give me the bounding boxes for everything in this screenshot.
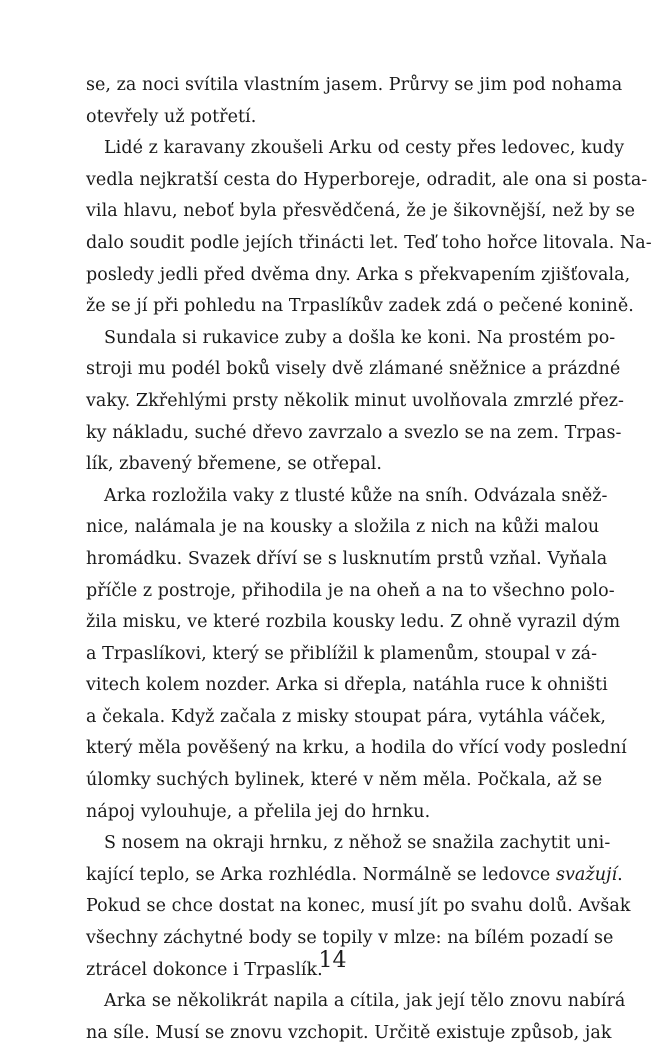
text-line: a čekala. Když začala z misky stoupat pára, vytáhla váček,	[86, 706, 607, 727]
body-text	[86, 70, 652, 1049]
text-line: úlomky suchých bylinek, které v něm měla. Počkala, až se	[86, 770, 603, 791]
text-line: Arka rozložila vaky z tlusté kůže na sníh. Odvázala sněž-	[104, 485, 608, 506]
text-line: hromádku. Svazek dříví se s lusknutím prstů vzňal. Vyňala	[86, 548, 608, 569]
text-line: kající teplo, se Arka rozhlédla. Normálně se ledovce svažují.	[86, 864, 623, 885]
text-line: stroji mu podél boků visely dvě zlámané sněžnice a prázdné	[86, 359, 621, 380]
text-line: se, za noci svítila vlastním jasem. Průrvy se jim pod nohama	[86, 75, 623, 95]
text-line: vila hlavu, neboť byla přesvědčená, že je šikovnější, než by se	[86, 201, 636, 222]
paragraph	[86, 481, 627, 829]
text-line: všechny záchytné body se topily v mlze: na bílém pozadí se	[86, 928, 614, 949]
paragraph	[86, 70, 623, 133]
text-line: že se jí při pohledu na Trpaslíkův zadek zdá o pečené konině.	[86, 296, 634, 317]
paragraph	[86, 323, 625, 481]
text-line: vedla nejkratší cesta do Hyperboreje, odradit, ale ona si posta-	[86, 169, 648, 190]
text-line: na síle. Musí se znovu vzchopit. Určitě existuje způsob, jak	[86, 1022, 612, 1043]
text-line: nice, nalámala je na kousky a složila z nich na kůži malou	[86, 517, 600, 538]
text-line: otevřely už potřetí.	[86, 106, 257, 127]
text-line: nápoj vylouhuje, a přelila jej do hrnku.	[86, 801, 431, 822]
text-line: Lidé z karavany zkoušeli Arku od cesty přes ledovec, kudy	[104, 138, 625, 159]
page-number: 14	[318, 948, 347, 973]
text-line: žila misku, ve které rozbila kousky ledu. Z ohně vyrazil dým	[86, 612, 621, 633]
text-line: a Trpaslíkovi, který se přiblížil k plamenům, stoupal v zá-	[86, 643, 598, 664]
text-line: lík, zbavený břemene, se otřepal.	[86, 454, 383, 475]
text-line: S nosem na okraji hrnku, z něhož se snažila zachytit uni-	[104, 833, 611, 854]
text-line: Pokud se chce dostat na konec, musí jít po svahu dolů. Avšak	[86, 896, 631, 917]
text-line: vitech kolem nozder. Arka si dřepla, natáhla ruce k ohništi	[86, 675, 608, 696]
text-line: Sundala si rukavice zuby a došla ke koni. Na prostém po-	[104, 327, 616, 348]
text-line: dalo soudit podle jejích třinácti let. Teď toho hořce litovala. Na-	[86, 232, 652, 253]
paragraph	[86, 986, 626, 1049]
paragraph	[86, 133, 652, 323]
text-line: ky nákladu, suché dřevo zavrzalo a svezlo se na zem. Trpas-	[86, 422, 622, 443]
text-line: ztrácel dokonce i Trpaslík.	[86, 959, 323, 980]
text-line: vaky. Zkřehlými prsty několik minut uvolňovala zmrzlé přez-	[86, 390, 625, 411]
text-line: který měla pověšený na krku, a hodila do vřící vody poslední	[86, 738, 627, 759]
text-line: příčle z postroje, přihodila je na oheň a na to všechno polo-	[86, 580, 615, 601]
text-line: posledy jedli před dvěma dny. Arka s překvapením zjišťovala,	[86, 264, 631, 285]
text-line: Arka se několikrát napila a cítila, jak její tělo znovu nabírá	[104, 991, 626, 1012]
